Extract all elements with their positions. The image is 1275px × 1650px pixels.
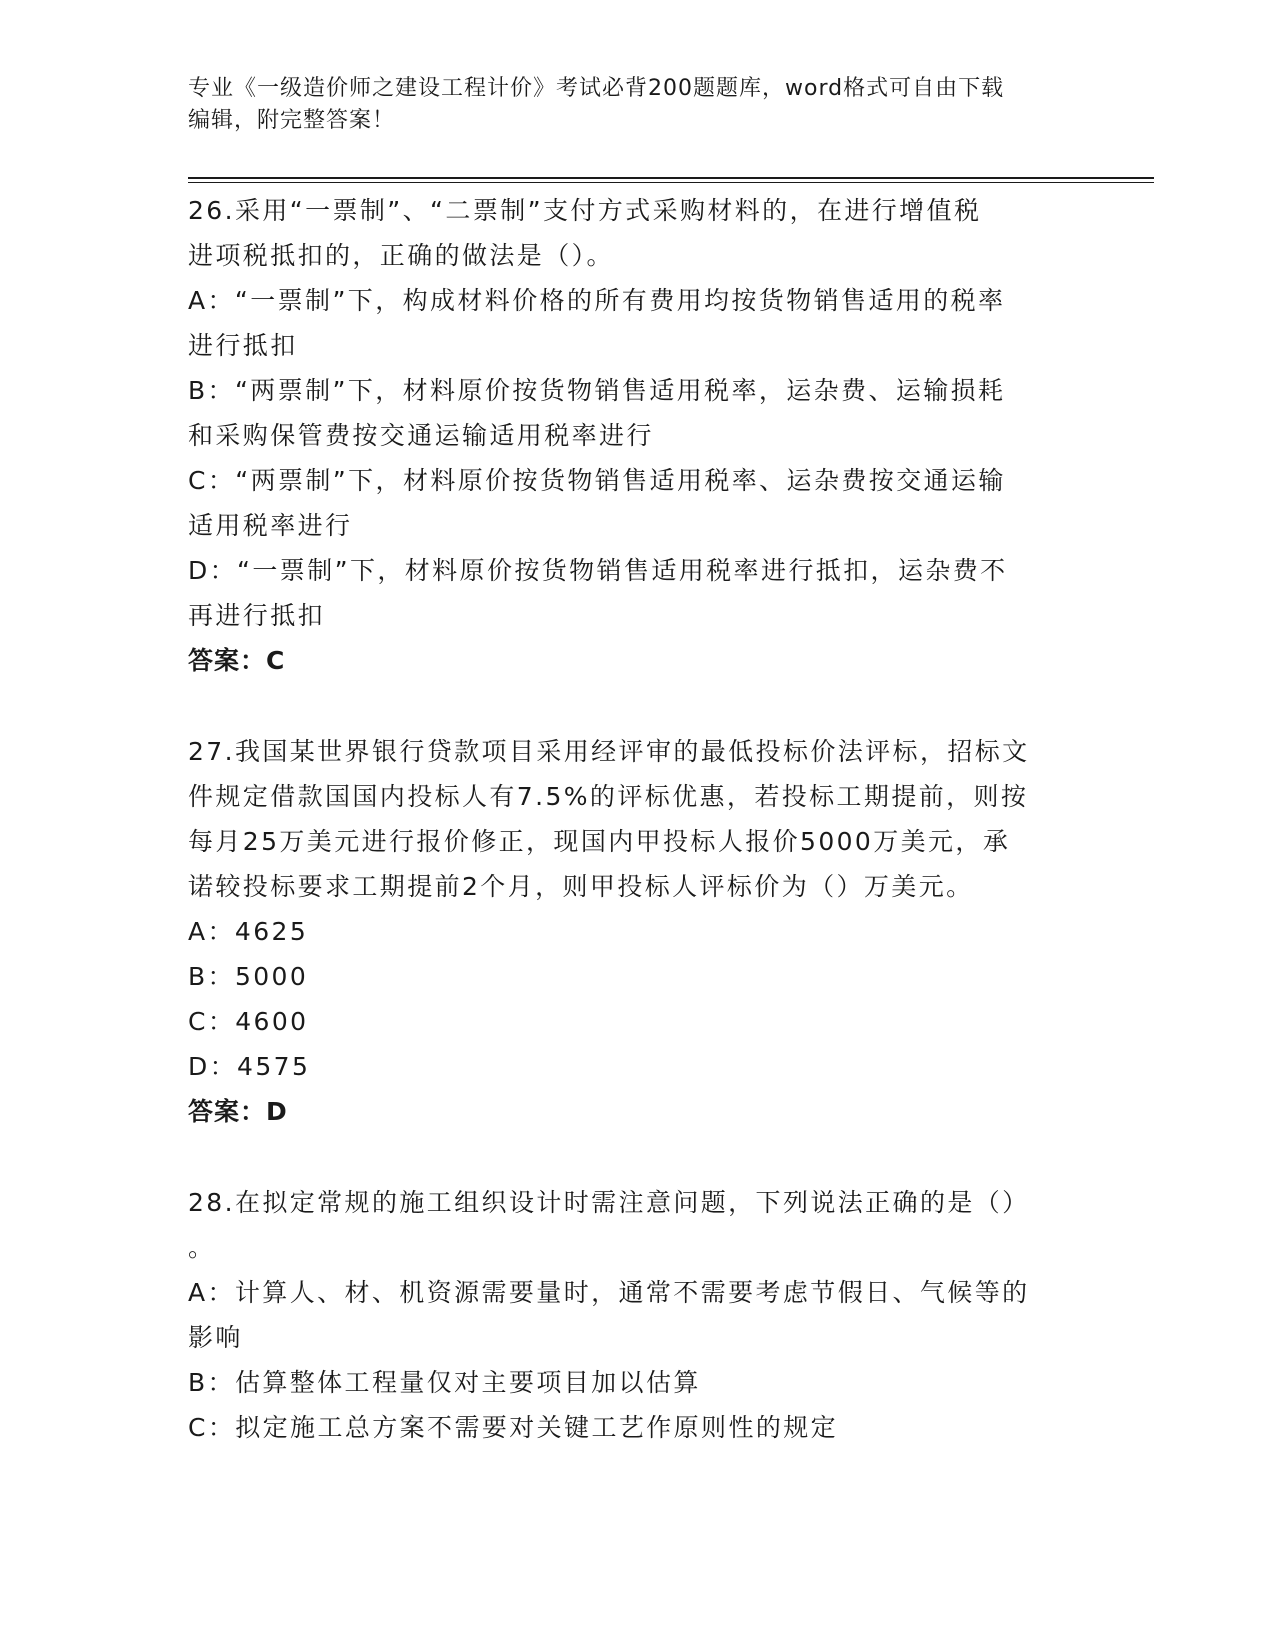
option-b: B：“两票制”下，材料原价按货物销售适用税率，运杂费、运输损耗 xyxy=(188,376,1006,405)
option-d: D：“一票制”下，材料原价按货物销售适用税率进行抵扣，运杂费不 xyxy=(188,556,1008,585)
question-stem: 进项税抵扣的，正确的做法是（）。 xyxy=(188,241,614,270)
question-stem: 诺较投标要求工期提前2个月，则甲投标人评标价为（）万美元。 xyxy=(188,872,974,901)
document-header xyxy=(188,73,1088,137)
option-a: A：“一票制”下，构成材料价格的所有费用均按货物销售适用的税率 xyxy=(188,286,1006,315)
question-26 xyxy=(188,188,1088,683)
question-list xyxy=(188,188,1088,1496)
option-d: D：4575 xyxy=(188,1052,311,1081)
header-line-2: 编辑，附完整答案！ xyxy=(188,108,396,133)
header-line-1: 专业《一级造价师之建设工程计价》考试必背200题题库，word格式可自由下载 xyxy=(188,76,1005,101)
option-d: 再进行抵扣 xyxy=(188,601,326,630)
question-stem: 件规定借款国国内投标人有7.5%的评标优惠，若投标工期提前，则按 xyxy=(188,782,1029,811)
option-a: 进行抵扣 xyxy=(188,331,298,360)
header-divider-thin xyxy=(188,182,1154,183)
answer-label: 答案：C xyxy=(188,646,286,675)
question-stem: 。 xyxy=(188,1233,216,1262)
answer-label: 答案：D xyxy=(188,1097,288,1126)
option-c: C：4600 xyxy=(188,1007,309,1036)
option-a: A：计算人、材、机资源需要量时，通常不需要考虑节假日、气候等的 xyxy=(188,1278,1030,1307)
question-stem: 26.采用“一票制”、“二票制”支付方式采购材料的，在进行增值税 xyxy=(188,196,982,225)
question-stem: 27.我国某世界银行贷款项目采用经评审的最低投标价法评标，招标文 xyxy=(188,737,1030,766)
question-stem: 每月25万美元进行报价修正，现国内甲投标人报价5000万美元，承 xyxy=(188,827,1011,856)
question-27 xyxy=(188,729,1088,1134)
option-c: C：拟定施工总方案不需要对关键工艺作原则性的规定 xyxy=(188,1413,839,1442)
option-b: 和采购保管费按交通运输适用税率进行 xyxy=(188,421,654,450)
option-c: C：“两票制”下，材料原价按货物销售适用税率、运杂费按交通运输 xyxy=(188,466,1006,495)
question-stem: 28.在拟定常规的施工组织设计时需注意问题，下列说法正确的是（） xyxy=(188,1188,1030,1217)
option-a: 影响 xyxy=(188,1323,243,1352)
option-c: 适用税率进行 xyxy=(188,511,353,540)
option-b: B：估算整体工程量仅对主要项目加以估算 xyxy=(188,1368,701,1397)
header-divider-thick xyxy=(188,177,1154,179)
option-b: B：5000 xyxy=(188,962,309,991)
option-a: A：4625 xyxy=(188,917,309,946)
question-28 xyxy=(188,1180,1088,1450)
